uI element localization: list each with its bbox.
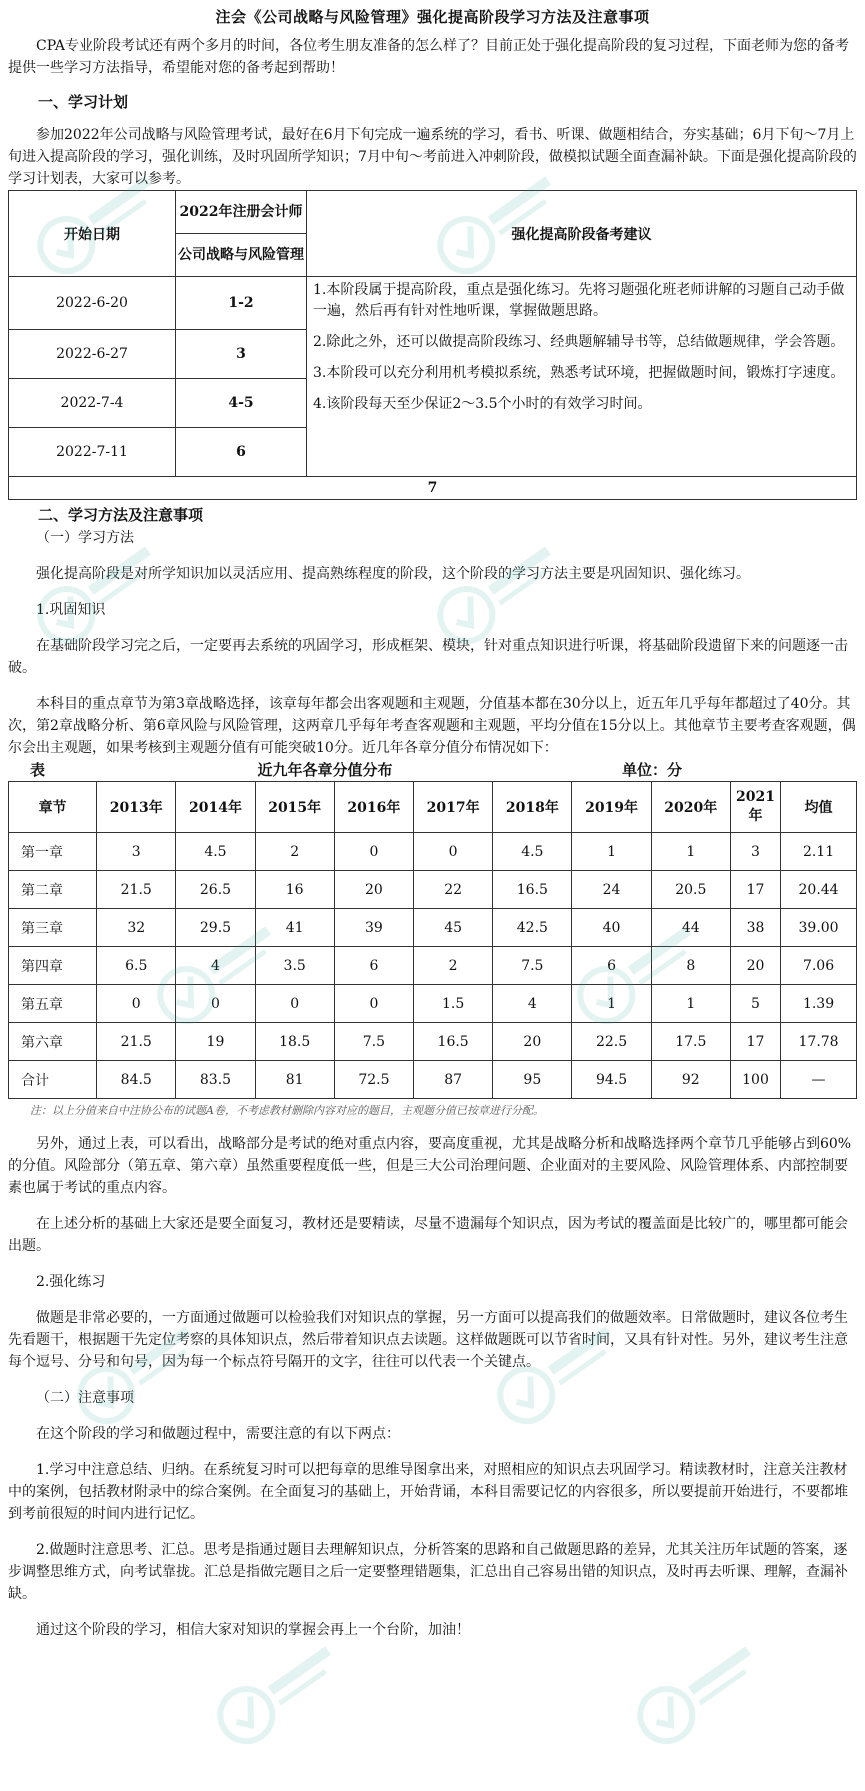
score-cell: 84.5 [97, 1061, 176, 1099]
score-cell: 8 [651, 947, 730, 985]
score-cell: 6 [572, 947, 651, 985]
score-cell: 6.5 [97, 947, 176, 985]
distribution-table-caption [8, 759, 857, 781]
col-start-date: 开始日期 [9, 191, 176, 277]
advice-item: 3.本阶段可以充分利用机考模拟系统，熟悉考试环境，把握做题时间，锻炼打字速度。 [313, 365, 845, 381]
methods-paragraph: 强化提高阶段是对所学知识加以灵活应用、提高熟练程度的阶段，这个阶段的学习方法主要是巩固知识、强化练习。 [36, 566, 750, 582]
watermark-logo-icon [200, 1620, 350, 1770]
score-cell: 1 [572, 833, 651, 871]
score-cell: 16 [255, 871, 334, 909]
table-row [9, 947, 857, 985]
score-cell: 20 [493, 1023, 572, 1061]
score-cell: 20 [730, 947, 780, 985]
chapter-name: 第三章 [9, 909, 97, 947]
score-cell: 0 [97, 985, 176, 1023]
table-header-cell: 2017年 [414, 782, 493, 833]
score-cell: 18.5 [255, 1023, 334, 1061]
score-cell: 32 [97, 909, 176, 947]
score-cell: 40 [572, 909, 651, 947]
advice-item: 4.该阶段每天至少保证2～3.5个小时的有效学习时间。 [313, 396, 652, 412]
table-row [9, 909, 857, 947]
plan-chapters: 3 [176, 330, 307, 379]
plan-date: 2022-6-27 [9, 330, 176, 379]
study-plan-table [8, 190, 857, 500]
table-header-cell: 2018年 [493, 782, 572, 833]
score-cell: 7.06 [781, 947, 857, 985]
plan-date: 2022-7-11 [9, 428, 176, 477]
score-cell: 0 [255, 985, 334, 1023]
chapter-name: 第五章 [9, 985, 97, 1023]
col-subject-header: 公司战略与风险管理 [176, 234, 307, 277]
score-cell: 39 [334, 909, 413, 947]
score-cell: 81 [255, 1061, 334, 1099]
watermark-logo-icon [620, 1620, 770, 1770]
table-row [9, 1023, 857, 1061]
score-cell: 19 [176, 1023, 255, 1061]
score-cell: 100 [730, 1061, 780, 1099]
score-cell: 3 [730, 833, 780, 871]
score-cell: 3.5 [255, 947, 334, 985]
chapter-name: 第四章 [9, 947, 97, 985]
score-cell: 41 [255, 909, 334, 947]
score-cell: 1.5 [414, 985, 493, 1023]
col-advice-header: 强化提高阶段备考建议 [307, 191, 857, 277]
table-header-cell: 章节 [9, 782, 97, 833]
subheading-methods: （一）学习方法 [36, 530, 134, 546]
score-cell: 0 [334, 985, 413, 1023]
plan-date: 2022-7-4 [9, 379, 176, 428]
score-cell: 17.5 [651, 1023, 730, 1061]
score-cell: 94.5 [572, 1061, 651, 1099]
score-cell: 83.5 [176, 1061, 255, 1099]
score-cell: 95 [493, 1061, 572, 1099]
score-cell: 6 [334, 947, 413, 985]
score-cell: 39.00 [781, 909, 857, 947]
advice-item: 1.本阶段属于提高阶段，重点是强化练习。先将习题强化班老师讲解的习题自己动手做一遍，然后再有针对性地听课，掌握做题思路。 [313, 282, 845, 319]
score-cell: 2 [414, 947, 493, 985]
plan-chapters: 6 [176, 428, 307, 477]
score-cell: 21.5 [97, 1023, 176, 1061]
score-cell: 26.5 [176, 871, 255, 909]
notes-intro: 在这个阶段的学习和做题过程中，需要注意的有以下两点： [36, 1426, 400, 1442]
score-cell: 92 [651, 1061, 730, 1099]
score-cell: 72.5 [334, 1061, 413, 1099]
table-header-cell: 2020年 [651, 782, 730, 833]
score-cell: 20 [334, 871, 413, 909]
score-cell: 45 [414, 909, 493, 947]
score-cell: 1 [651, 985, 730, 1023]
score-cell: 5 [730, 985, 780, 1023]
score-cell: — [781, 1061, 857, 1099]
item-consolidate: 1.巩固知识 [36, 602, 106, 618]
chapter-name: 第一章 [9, 833, 97, 871]
section-heading-methods: 二、学习方法及注意事项 [38, 506, 204, 524]
score-cell: 16.5 [493, 871, 572, 909]
score-cell: 20.44 [781, 871, 857, 909]
chapter-name: 第二章 [9, 871, 97, 909]
analysis-paragraph: 另外，通过上表，可以看出，战略部分是考试的绝对重点内容，要高度重视，尤其是战略分析和战略选择两个章节几乎能够占到60%的分值。风险部分（第五章、第六章）虽然重要程度低一些，但是三大公司治理问题、企业面对的主要风险、风险管理体系、内部控制要素也属于考试的重点内容。 [8, 1136, 852, 1196]
advice-item: 2.除此之外，还可以做提高阶段练习、经典题解辅导书等，总结做题规律，学会答题。 [313, 334, 845, 350]
article [8, 6, 857, 1641]
table-note: 注：以上分值来自中注协公布的试题A卷，不考虑教材删除内容对应的题目，主观题分值已按章进行分配。 [30, 1104, 544, 1117]
note-think: 2.做题时注意思考、汇总。思考是指通过题目去理解知识点，分析答案的思路和自己做题思路的差异，尤其关注历年试题的答案，逐步调整思维方式，向考试靠拢。汇总是指做完题目之后一定要整理错题集，汇总出自己容易出错的知识点，及时再去听课、理解，查漏补缺。 [8, 1542, 848, 1602]
score-cell: 0 [176, 985, 255, 1023]
score-cell: 29.5 [176, 909, 255, 947]
table-unit: 单位：分 [622, 761, 683, 779]
chapter-name: 第六章 [9, 1023, 97, 1061]
table-header-cell: 2019年 [572, 782, 651, 833]
chapter-name: 合计 [9, 1061, 97, 1099]
plan-footer-row: 7 [9, 477, 857, 500]
score-cell: 7.5 [334, 1023, 413, 1061]
score-cell: 4 [493, 985, 572, 1023]
section-heading-plan: 一、学习计划 [38, 93, 129, 111]
score-cell: 44 [651, 909, 730, 947]
score-cell: 38 [730, 909, 780, 947]
score-cell: 4.5 [176, 833, 255, 871]
score-distribution-table [8, 781, 857, 1099]
score-cell: 7.5 [493, 947, 572, 985]
score-cell: 22 [414, 871, 493, 909]
table-header-cell: 2016年 [334, 782, 413, 833]
score-cell: 4.5 [493, 833, 572, 871]
article-title: 注会《公司战略与风险管理》强化提高阶段学习方法及注意事项 [215, 8, 650, 26]
table-row [9, 833, 857, 871]
score-cell: 87 [414, 1061, 493, 1099]
table-row [9, 1061, 857, 1099]
table-title: 近九年各章分值分布 [257, 761, 393, 779]
score-cell: 2.11 [781, 833, 857, 871]
table-header-row [9, 782, 857, 833]
note-summarize: 1.学习中注意总结、归纳。在系统复习时可以把每章的思维导图拿出来，对照相应的知识点去巩固学习。精读教材时，注意关注教材中的案例，包括教材附录中的综合案例。在全面复习的基础上，开始背诵，本科目需要记忆的内容很多，所以要提前开始进行，不要都堆到考前很短的时间内进行记忆。 [8, 1462, 848, 1522]
plan-advice [307, 277, 857, 477]
plan-date: 2022-6-20 [9, 277, 176, 330]
score-cell: 17 [730, 1023, 780, 1061]
score-cell: 17 [730, 871, 780, 909]
score-cell: 0 [414, 833, 493, 871]
consolidate-paragraph: 在基础阶段学习完之后，一定要再去系统的巩固学习，形成框架、模块，针对重点知识进行听课，将基础阶段遗留下来的问题逐一击破。 [8, 638, 848, 676]
score-cell: 22.5 [572, 1023, 651, 1061]
score-cell: 21.5 [97, 871, 176, 909]
table-header-cell: 2015年 [255, 782, 334, 833]
score-cell: 16.5 [414, 1023, 493, 1061]
table-header-cell: 均值 [781, 782, 857, 833]
practice-paragraph: 做题是非常必要的，一方面通过做题可以检验我们对知识点的掌握，另一方面可以提高我们的做题效率。日常做题时，建议各位考生先看题干，根据题干先定位考察的具体知识点，然后带着知识点去读题。这样做题既可以节省时间，又具有针对性。另外，建议考生注意每个逗号、分号和句号，因为每一个标点符号隔开的文字，往往可以代表一个关键点。 [8, 1310, 848, 1370]
table-label: 表 [30, 761, 46, 779]
score-cell: 4 [176, 947, 255, 985]
score-cell: 1 [572, 985, 651, 1023]
score-cell: 0 [334, 833, 413, 871]
table-row [9, 985, 857, 1023]
table-header-cell: 2014年 [176, 782, 255, 833]
score-cell: 20.5 [651, 871, 730, 909]
intro-paragraph: CPA专业阶段考试还有两个多月的时间，各位考生朋友准备的怎么样了？目前正处于强化提高阶段的复习过程，下面老师为您的备考提供一些学习方法指导，希望能对您的备考起到帮助！ [8, 38, 849, 76]
item-practice: 2.强化练习 [36, 1274, 106, 1290]
score-cell: 2 [255, 833, 334, 871]
score-cell: 42.5 [493, 909, 572, 947]
table-header-cell: 2013年 [97, 782, 176, 833]
plan-paragraph: 参加2022年公司战略与风险管理考试，最好在6月下旬完成一遍系统的学习，看书、听课、做题相结合，夯实基础；6月下旬～7月上旬进入提高阶段的学习，强化训练，及时巩固所学知识；7月中旬～考前进入冲刺阶段，做模拟试题全面查漏补缺。下面是强化提高阶段的学习计划表，大家可以参考。 [8, 127, 857, 187]
col-group-header: 2022年注册会计师 [176, 191, 307, 234]
score-cell: 24 [572, 871, 651, 909]
table-row [9, 871, 857, 909]
score-cell: 3 [97, 833, 176, 871]
closing-paragraph: 通过这个阶段的学习，相信大家对知识的掌握会再上一个台阶，加油！ [36, 1622, 470, 1638]
key-chapters-paragraph: 本科目的重点章节为第3章战略选择，该章每年都会出客观题和主观题，分值基本都在30分以上，近五年几乎每年都超过了40分。其次，第2章战略分析、第6章风险与风险管理，这两章几乎每年考查客观题和主观题，平均分值在15分以上。其他章节主要考查客观题，偶尔会出主观题，如果考核到主观题分值有可能突破10分。近几年各章分值分布情况如下： [8, 696, 856, 756]
plan-chapters: 1-2 [176, 277, 307, 330]
score-cell: 1.39 [781, 985, 857, 1023]
subheading-notes: （二）注意事项 [36, 1390, 134, 1406]
score-cell: 17.78 [781, 1023, 857, 1061]
score-cell: 1 [651, 833, 730, 871]
plan-chapters: 4-5 [176, 379, 307, 428]
table-header-cell: 2021年 [730, 782, 780, 833]
comprehensive-paragraph: 在上述分析的基础上大家还是要全面复习，教材还是要精读，尽量不遗漏每个知识点，因为考试的覆盖面是比较广的，哪里都可能会出题。 [8, 1216, 848, 1254]
